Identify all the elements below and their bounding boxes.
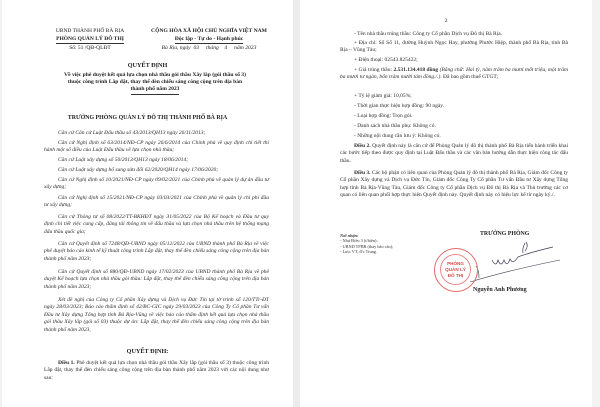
- basis-paragraph: Căn cứ Nghị định số 63/2014/NĐ-CP ngày 26/6/2014 của Chính phủ về quy định chi tiết thi hành một số điều của Luật Đấu thầu về lựa chọn nhà thầu;: [44, 140, 269, 154]
- subject-line: Về việc phê duyệt kết quả lựa chọn nhà thầu gói thầu Xây lắp (gói thầu số 3): [64, 72, 246, 78]
- recipients-block: [340, 233, 393, 255]
- seal-line: PHÒNG: [447, 261, 464, 266]
- document-page-2: [300, 0, 592, 407]
- subject-line: thuộc công trình Lắp đặt, thay thế đèn chiếu sáng công cộng trên địa bàn: [67, 79, 243, 86]
- basis-paragraph: Xét đề nghị của Công ty Cổ phần Xây dựng và Dịch vụ Đức Tín tại tờ trình số 120/TTr-ĐT ngày 28/03/2023; Báo cáo thẩm định số 42/BC-GIC ngày 29/03/2023 của Công Ty Cổ phần Tư vấn Đầu tư Xây dựng Tổng hợp tỉnh Bà Rịa-Vũng về việc báo cáo thẩm định kết quả lựa chọn nhà thầu gói thầu Xây lắp (gói số 03) thuộc dự án: Lắp đặt, thay thế đèn chiếu sáng công cộng trên địa bàn thành phố năm 2023,: [44, 297, 269, 333]
- country-name: CỘNG HÒA XÃ HỘI CHỦ NGHĨA VIỆT NAM: [151, 28, 267, 34]
- article-3-label: Điều 3.: [354, 170, 371, 176]
- price-label: + Giá trúng thầu:: [354, 67, 394, 73]
- seal-text: [440, 254, 471, 285]
- notes: - Những nội dung cần lưu ý: Không có.: [354, 133, 441, 139]
- recipient-item: - Lưu: VT, đ/c Trung.: [340, 249, 378, 255]
- discount-rate: + Tỷ lệ giảm giá: 10,05%;: [354, 93, 412, 99]
- seal-line: ĐÔ THỊ: [447, 273, 464, 278]
- agency-parent: UBND THÀNH PHỐ BÀ RỊA: [55, 28, 125, 34]
- article-2-label: Điều 2.: [354, 143, 371, 149]
- article-1-label: Điều 1.: [58, 360, 75, 366]
- page-gutter: [293, 0, 300, 407]
- basis-paragraph: Căn cứ Thông tư số 08/2022/TT-BKHĐT ngày 31/05/2022 của Bộ Kế hoạch và Đầu tư quy định chi tiết việc cung cấp, đăng tải thông tin về đấu thầu và lựa chọn nhà thầu trên hệ thống mạng đấu thầu quốc gia;: [44, 214, 269, 235]
- article-2-text: Quyết định này là căn cứ để Phòng Quản lý đô thị thành phố Bà Rịa tiến hành triển khai các bước tiếp theo được quy định tại Luật Đấu thầu và các văn bản hướng dẫn thực hiện công tác đấu thầu.: [340, 143, 569, 164]
- basis-paragraph: Căn cứ Quyết định số 7248/QĐ-UBND ngày 05/12/2022 của UBND thành phố Bà Rịa về việc phê duyệt báo cáo kinh tế kỹ thuật công trình Lắp đặt, thay thế đèn chiếu sáng công cộng trên địa bàn thành phố năm 2023;: [44, 241, 269, 262]
- page-number: 2: [444, 18, 448, 24]
- signer-name: Nguyễn Anh Phương: [473, 287, 527, 293]
- national-header-block: [134, 27, 284, 52]
- authority-heading: TRƯỞNG PHÒNG QUẢN LÝ ĐÔ THỊ THÀNH PHỐ BÀ RỊA: [67, 115, 228, 121]
- contractor-name: - Tên nhà thầu trúng thầu: Công ty Cổ phần Dịch vụ Đô thị Bà Rịa.: [354, 31, 503, 37]
- document-page-1: [2, 0, 293, 407]
- issue-date: Bà Rịa, ngày 03 tháng 4 năm 2023: [161, 45, 257, 51]
- subcontractors: - Danh sách nhà thầu phụ: Không có.: [354, 123, 436, 129]
- price-value: 2.531.134.418 đồng: [393, 67, 439, 73]
- basis-paragraph: Căn cứ Nghị định số 10/2021/NĐ-CP ngày 09/02/2021 của Chính phủ về quản lý dự án đầu tư xây dựng;: [44, 177, 269, 191]
- contract-duration: - Thời gian thực hiện hợp đồng: 90 ngày.: [354, 103, 445, 109]
- article-3-text: Các bộ phận có liên quan của Phòng Quản lý đô thị thành phố Bà Rịa, Giám đốc Công ty Cổ phần Xây dựng và Dịch vụ Đức Tín, Giám đốc Công Ty Cổ phần Tư vấn Đầu tư Xây dựng Tổng hợp tỉnh Bà Rịa-Vũng Tàu, Giám đốc Công ty Cổ phần Dịch vụ Đô thị Bà Rịa và Thủ trưởng các cơ quan có liên quan phối hợp thực hiện Quyết định này. Quyết định này có hiệu lực kể từ ngày ký./.: [340, 170, 569, 199]
- official-seal-stamp: [434, 248, 478, 292]
- basis-paragraph: Căn cứ Quyết định số 880/QĐ-UBND ngày 17/02/2023 của UBND thành phố Bà Rịa về phê duyệt Kế hoạch lựa chọn nhà thầu gói thầu: Lắp đặt, thay thế đèn chiếu sáng công cộng trên địa bàn thành phố năm 2023;: [44, 269, 269, 290]
- price-in-words: (Bằng chữ: Hai tỷ, năm trăm ba mươi mốt triệu, một trăm ba mươi tư ngàn, bốn trăm mười tám đồng./.): [340, 67, 568, 81]
- article-3: [340, 170, 568, 200]
- basis-paragraph: Căn cứ Luật xây dựng số 50/2013/QH13 ngày 18/06/2014;: [58, 157, 189, 163]
- agency-name: PHÒNG QUẢN LÝ ĐÔ THỊ: [56, 36, 124, 42]
- contractor-address: + Địa chỉ: Số Số 11, đường Huỳnh Ngọc Hay, phường Phước Hiệp, thành phố Bà Rịa, tỉnh Bà Rịa – Vũng Tàu;: [340, 40, 568, 54]
- contract-type: - Loại hợp đồng: Trọn gói.: [354, 113, 413, 119]
- price-note: . Đã bao gồm thuế GTGT;: [440, 74, 499, 81]
- article-1-text: Phê duyệt kết quả lựa chọn nhà thầu gói thầu Xây lắp (gói thầu số 3) thuộc công trình Lắp đặt, thay thế đèn chiếu sáng công cộng trên địa bàn thành phố năm 2023 với các nội dung như sau:: [44, 360, 270, 381]
- article-1: [44, 360, 269, 382]
- article-2: [340, 143, 568, 165]
- subject-line: thành phố năm 2023: [40, 86, 270, 94]
- decision-subject: [40, 72, 270, 95]
- viewer-margin: [592, 0, 600, 407]
- recipient-item: - UBND TPBR (thay báo cáo);: [340, 243, 394, 249]
- doc-type-title: QUYẾT ĐỊNH: [127, 62, 168, 69]
- issuing-agency-block: [40, 27, 140, 52]
- document-number: Số: 51 /QĐ-QLĐT: [69, 45, 111, 51]
- recipients-title: Nơi nhận:: [340, 233, 359, 238]
- basis-paragraph: Căn cứ Nghị định số 15/2021/NĐ-CP ngày 03/03/2021 của Chính phủ về quản lý chi phí đầu tư xây dựng;: [44, 195, 269, 209]
- basis-paragraph: Căn cứ Căn cứ Luật Đấu thầu số 43/2013/QH13 ngày 26/11/2013;: [58, 130, 206, 136]
- decision-heading: QUYẾT ĐỊNH:: [126, 348, 169, 355]
- basis-paragraph: Căn cứ Luật xây dựng bổ sung sửa đổi 62/2020/QH14 ngày 17/06/2020;: [58, 167, 219, 173]
- winning-price: [340, 67, 568, 82]
- seal-line: QUẢN LÝ: [445, 267, 466, 272]
- recipient-item: - Như Điều 3 (t/hiện);: [340, 238, 378, 244]
- contractor-phone: + Điện thoại: 02543.825422;: [354, 57, 418, 63]
- signer-title: TRƯỞNG PHÒNG: [480, 231, 530, 237]
- national-motto: Độc lập - Tự do - Hạnh phúc: [174, 36, 244, 42]
